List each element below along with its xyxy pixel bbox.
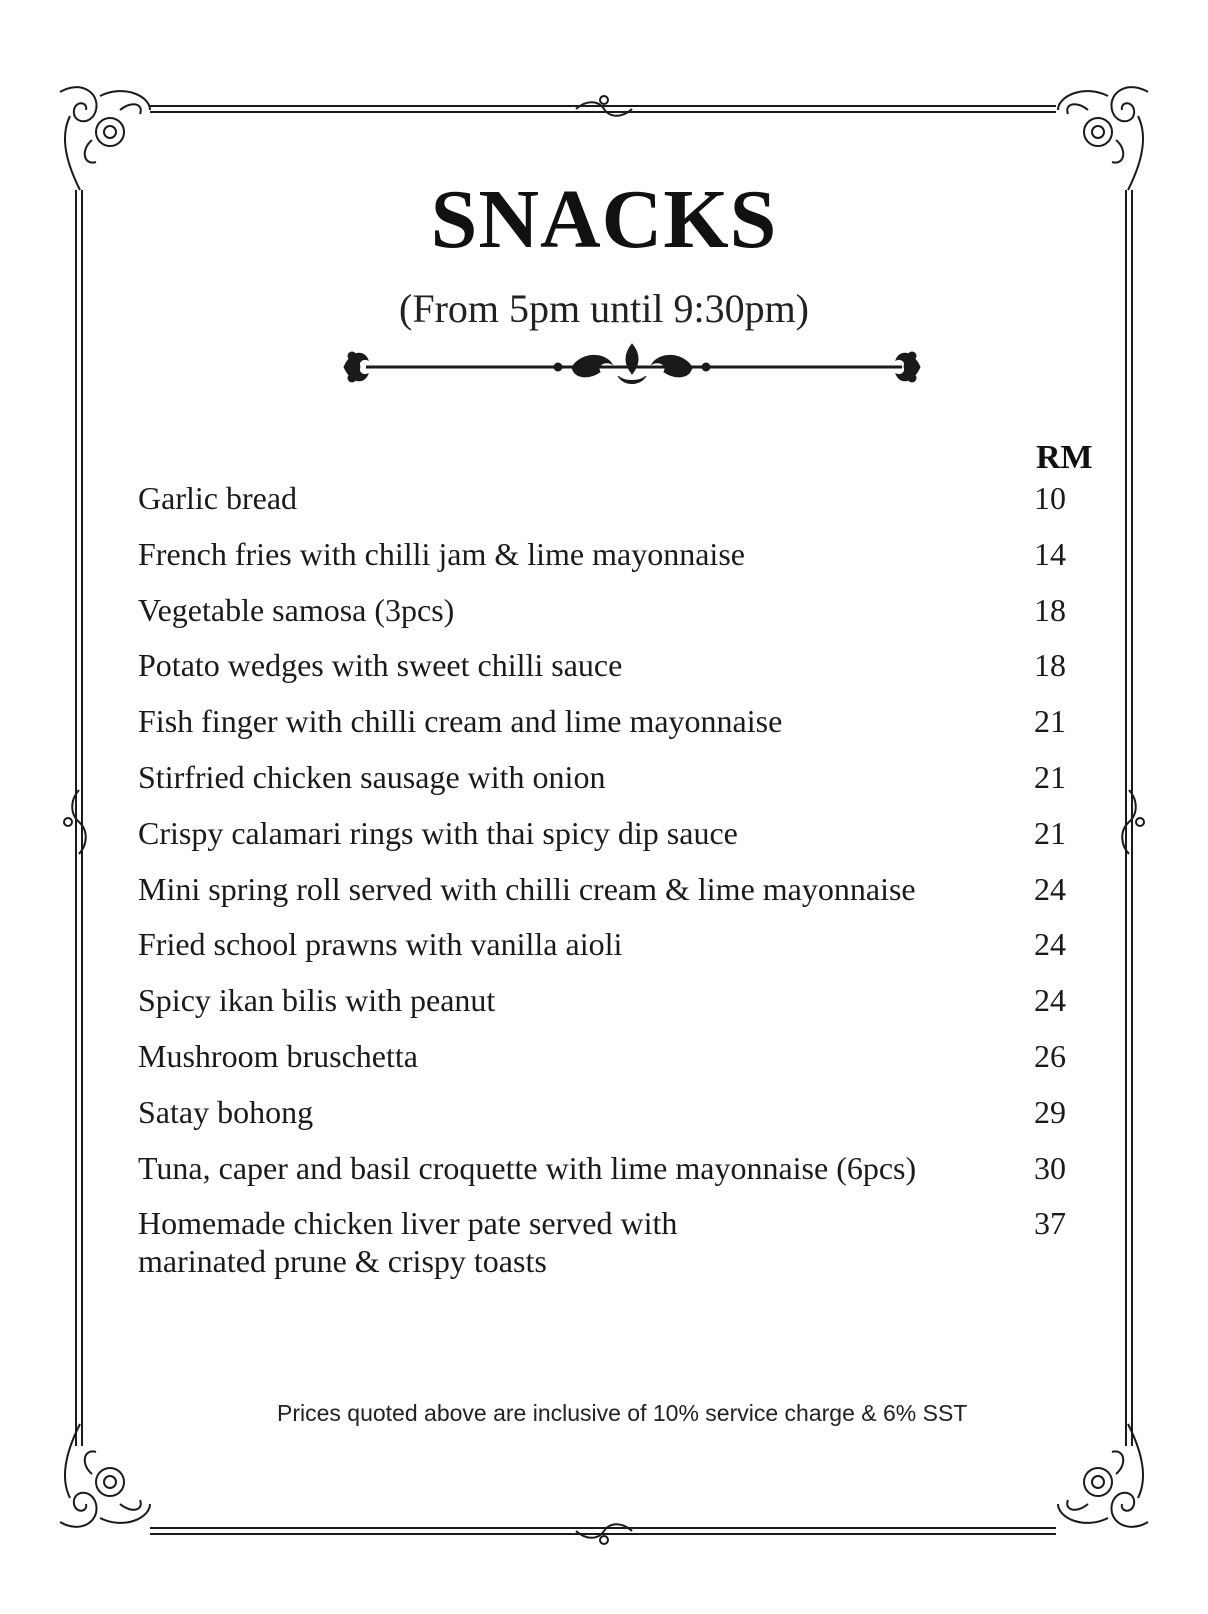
menu-item-price: 29 (1034, 1093, 1066, 1130)
menu-item (138, 535, 1098, 591)
menu-item-price: 24 (1034, 870, 1066, 907)
menu-item-price: 24 (1034, 926, 1066, 963)
menu-item-price: 18 (1034, 591, 1066, 628)
corner-ornament-icon (60, 87, 150, 190)
menu-item-name-line1: Homemade chicken liver pate served with (138, 1205, 678, 1242)
menu-item-price: 26 (1034, 1037, 1066, 1074)
menu-item-name: Spicy ikan bilis with peanut (138, 982, 496, 1019)
menu-item-name: Mushroom bruschetta (138, 1037, 418, 1074)
flourish-divider-icon (342, 336, 922, 398)
menu-item-name: Potato wedges with sweet chilli sauce (138, 647, 623, 684)
corner-ornament-icon (1058, 1424, 1148, 1527)
menu-item (138, 925, 1098, 981)
menu-item-name: Satay bohong (138, 1093, 314, 1130)
menu-item-price: 21 (1034, 814, 1066, 851)
menu-item-name (138, 1204, 978, 1280)
menu-item-price: 10 (1034, 480, 1066, 516)
menu-item-name: Tuna, caper and basil croquette with lime mayonnaise (6pcs) (138, 1149, 917, 1186)
menu-item-name: Crispy calamari rings with thai spicy dip sauce (138, 814, 738, 851)
menu-item (138, 981, 1098, 1037)
menu-item (138, 1093, 1098, 1149)
menu-item-name: French fries with chilli jam & lime mayonnaise (138, 535, 745, 572)
menu-item-price: 21 (1034, 758, 1066, 795)
menu-item (138, 479, 1098, 535)
menu-item (138, 702, 1098, 758)
menu-item-name: Vegetable samosa (3pcs) (138, 591, 455, 628)
menu-item-price: 14 (1034, 535, 1066, 572)
menu-item-name: Mini spring roll served with chilli cream & lime mayonnaise (138, 870, 916, 907)
menu-item (138, 1149, 1098, 1205)
menu-item-price: 18 (1034, 647, 1066, 684)
menu-item-price: 37 (1034, 1205, 1066, 1242)
menu-item (138, 870, 1098, 926)
menu-item (138, 646, 1098, 702)
menu-item-name: Fish finger with chilli cream and lime mayonnaise (138, 703, 783, 740)
price-footnote: Prices quoted above are inclusive of 10% service charge & 6% SST (277, 1400, 968, 1426)
menu-item (138, 1037, 1098, 1093)
menu-item-price: 24 (1034, 982, 1066, 1019)
menu-item-name-line2: marinated prune & crispy toasts (138, 1243, 547, 1280)
menu-item-price: 21 (1034, 703, 1066, 740)
menu-item (138, 591, 1098, 647)
menu-item (138, 758, 1098, 814)
menu-item (138, 814, 1098, 870)
menu-item-name: Fried school prawns with vanilla aioli (138, 926, 623, 963)
menu-item-list (138, 479, 1098, 1284)
menu-item (138, 1204, 1098, 1284)
menu-hours: (From 5pm until 9:30pm) (399, 286, 809, 331)
menu-title: SNACKS (430, 173, 778, 266)
menu-item-name: Garlic bread (138, 480, 298, 516)
corner-ornament-icon (60, 1424, 150, 1527)
menu-item-price: 30 (1034, 1149, 1066, 1186)
currency-label: RM (1036, 439, 1093, 476)
menu-item-name: Stirfried chicken sausage with onion (138, 758, 606, 795)
corner-ornament-icon (1058, 87, 1148, 190)
